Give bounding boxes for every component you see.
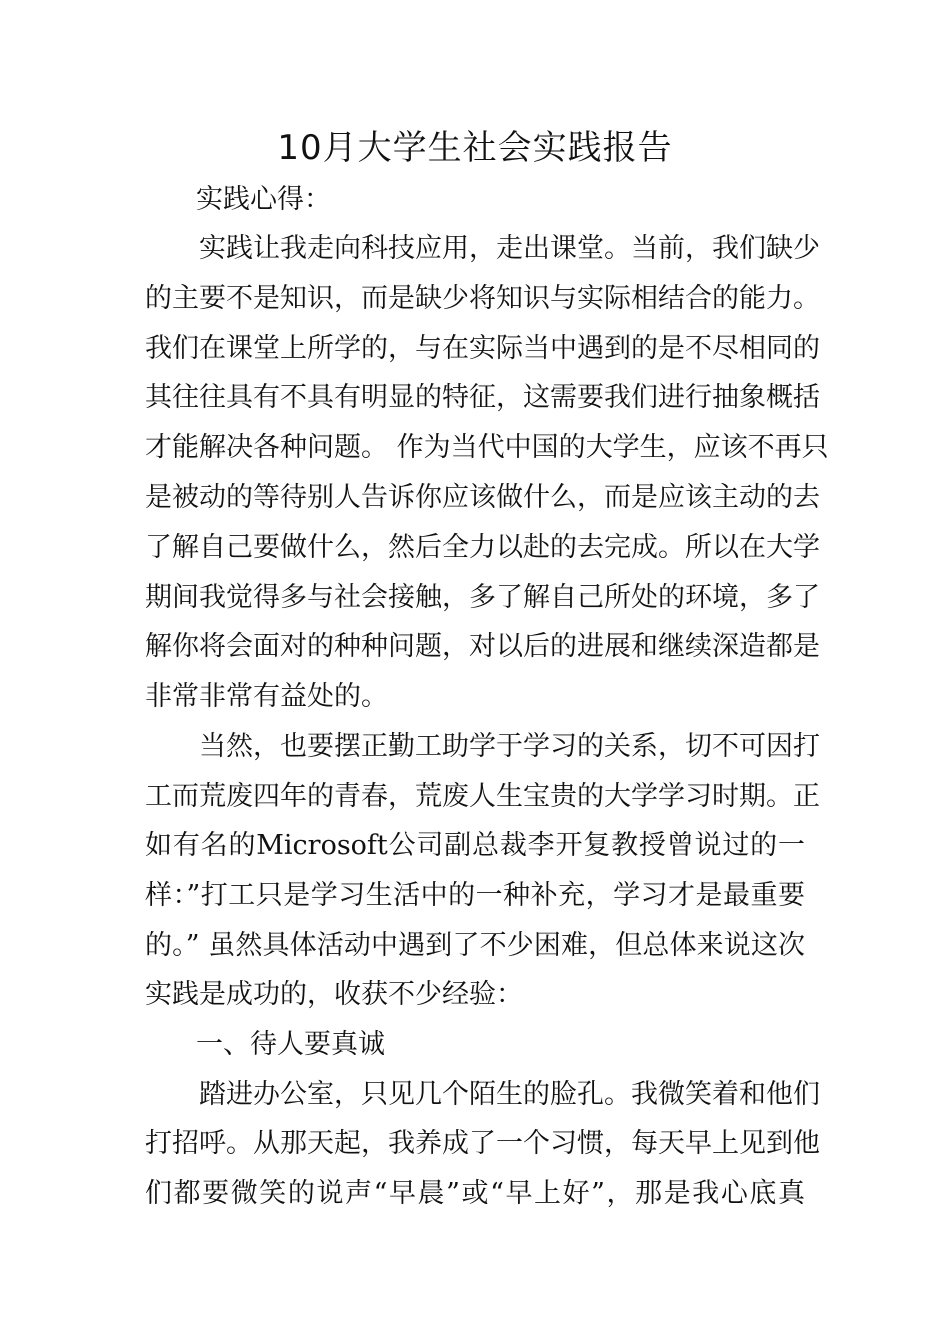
paragraph-line: 的主要不是知识，而是缺少将知识与实际相结合的能力。 [145,283,820,314]
paragraph-line: 们都要微笑的说声“早晨”或“早上好”，那是我心底真 [145,1178,805,1209]
paragraph-line: 踏进办公室，只见几个陌生的脸孔。我微笑着和他们 [199,1079,820,1110]
paragraph-line: 解你将会面对的种种问题，对以后的进展和继续深造都是 [145,631,820,662]
document-title: 10月大学生社会实践报告 [277,128,673,168]
paragraph-line: 工而荒废四年的青春，荒废人生宝贵的大学学习时期。正 [145,781,820,812]
section-heading-insights: 实践心得： [196,184,331,215]
paragraph-line: 期间我觉得多与社会接触，多了解自己所处的环境，多了 [145,582,820,613]
paragraph-line: 我们在课堂上所学的，与在实际当中遇到的是不尽相同的 [145,333,820,364]
paragraph-line: 如有名的Microsoft公司副总裁李开复教授曾说过的一 [145,830,805,861]
paragraph-line: 其往往具有不具有明显的特征，这需要我们进行抽象概括 [145,382,820,413]
paragraph-line: 样：”打工只是学习生活中的一种补充，学习才是最重要 [145,880,805,911]
paragraph-line: 是被动的等待别人告诉你应该做什么，而是应该主动的去 [145,482,820,513]
paragraph-line: 的。” 虽然具体活动中遇到了不少困难，但总体来说这次 [145,930,805,961]
paragraph-line: 实践让我走向科技应用，走出课堂。当前，我们缺少 [199,233,820,264]
paragraph-line: 打招呼。从那天起，我养成了一个习惯，每天早上见到他 [145,1128,820,1159]
section-heading-sincerity: 一、待人要真诚 [196,1029,385,1060]
paragraph-line: 非常非常有益处的。 [145,681,388,712]
paragraph-line: 当然，也要摆正勤工助学于学习的关系，切不可因打 [199,731,820,762]
paragraph-line: 实践是成功的，收获不少经验： [145,979,523,1010]
paragraph-line: 了解自己要做什么，然后全力以赴的去完成。所以在大学 [145,532,820,563]
paragraph-line: 才能解决各种问题。 作为当代中国的大学生，应该不再只 [145,432,829,463]
